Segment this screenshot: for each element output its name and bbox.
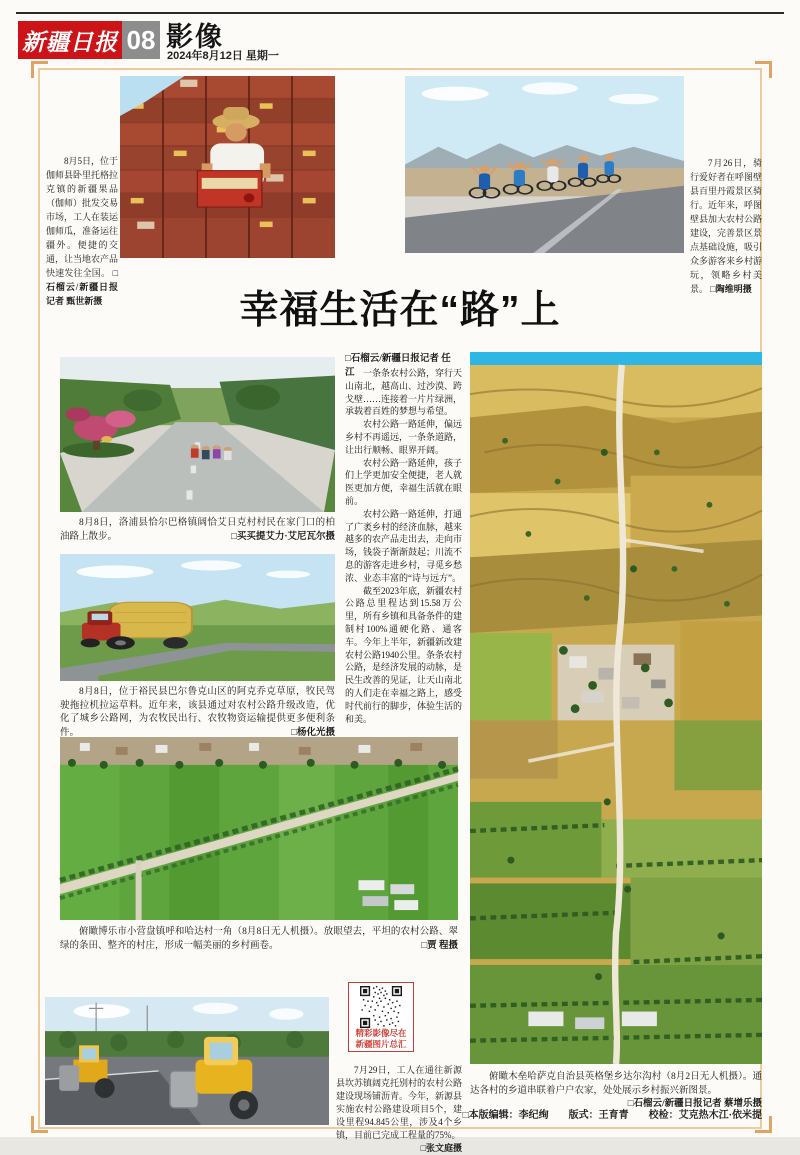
article-paragraph: 农村公路一路延伸，孩子们上学更加安全便捷，老人就医更加方便，幸福生活就在眼前。 bbox=[345, 457, 463, 506]
photo-tractor-hay bbox=[60, 554, 335, 681]
article-paragraph: 农村公路一路延伸，偏远乡村不再遥远，一条条道路，让出行顺畅、眼界开阔。 bbox=[345, 419, 463, 455]
caption-flower-road bbox=[60, 517, 335, 544]
qr-box bbox=[348, 982, 414, 1052]
photo-valley-aerial bbox=[470, 365, 762, 1064]
caption-cyclists bbox=[690, 156, 762, 296]
article-paragraph: 农村公路一路延伸，打通了广袤乡村的经济血脉，越来越多的农产品走出去，走向市场，钱袋子渐渐鼓起；川流不息的游客走进乡村，寻觅乡愁浓、业态丰富的“诗与远方”。 bbox=[345, 508, 463, 583]
caption-green-fields bbox=[60, 926, 458, 953]
article-paragraph: 一条条农村公路，穿行天山南北，越高山、过沙漠、跨戈壁……连接着一片片绿洲，承载着百姓的梦想与希望。 bbox=[345, 368, 463, 417]
caption-text: 8月5日，位于伽师县卧里托格拉克镇的新疆果品（伽师）批发交易市场，工人在装运伽师瓜，准备运往疆外。便捷的交通，让当地农产品快速发往全国。 bbox=[46, 156, 119, 278]
photo-road-roller bbox=[45, 997, 329, 1125]
qr-code bbox=[360, 986, 402, 1028]
caption-text: 8月8日，位于裕民县巴尔鲁克山区的阿克乔克草原，牧民驾驶拖拉机拉运草料。近年来，该县通过对农村公路升级改造，优化了城乡公路网，为农牧民出行、农牧物资运输提供更多便利条件。 bbox=[60, 687, 335, 738]
qr-caption-line1: 精彩影像尽在 bbox=[355, 1028, 407, 1038]
caption-text: 7月26日，骑行爱好者在呼图壁县百里丹霞景区骑行。近年来，呼图壁县加大农村公路建设，完善景区景点基础设施，吸引众多游客来乡村游玩，领略乡村美景。 bbox=[690, 158, 763, 294]
page-headline: 幸福生活在“路”上 bbox=[239, 289, 561, 332]
top-rule bbox=[16, 12, 784, 14]
footer-credits: □本版编辑：李纪绚 版式：王育青 校检：艾克热木江·依米提 bbox=[462, 1110, 762, 1121]
caption-credit: □张文庭摄 bbox=[420, 1143, 462, 1153]
caption-text: 8月8日，洛浦县恰尔巴格镇阔恰艾日克村村民在家门口的柏油路上散步。 bbox=[60, 518, 335, 542]
masthead-title: 新疆日报 bbox=[22, 28, 118, 56]
caption-credit: □杨化光摄 bbox=[291, 727, 335, 738]
caption-credit: □贾 程摄 bbox=[421, 940, 458, 951]
caption-credit: □石榴云/新疆日报记者 蔡增乐摄 bbox=[627, 1099, 762, 1109]
caption-tractor-hay bbox=[60, 686, 335, 740]
section-title: 影像 bbox=[166, 22, 224, 52]
frame-corner-top-right bbox=[755, 61, 772, 78]
frame-corner-top-left bbox=[31, 61, 48, 78]
page-number: 08 bbox=[122, 21, 160, 59]
photo-melon-market bbox=[120, 76, 335, 258]
qr-caption-line2: 新疆图片总汇 bbox=[355, 1038, 407, 1049]
caption-text: 俯瞰木垒哈萨克自治县英格堡乡达尔沟村（8月2日无人机摄）。通达各村的乡道串联着户户农家，处处展示乡村振兴新图景。 bbox=[470, 1072, 762, 1096]
masthead-logo bbox=[18, 21, 122, 59]
photo-green-fields-aerial bbox=[60, 737, 458, 920]
photo-cyclists bbox=[405, 76, 684, 253]
photo-flower-road bbox=[60, 357, 335, 512]
byline: □石榴云/新疆日报记者 任 江 bbox=[345, 354, 451, 378]
caption-text: 7月29日，工人在通往新源县坎苏镇阔克托别村的农村公路建设现场铺沥青。今年，新源县实施农村公路建设项目5个，建设里程94.845公里，涉及4个乡镇，目前已完成工程量的75%。 bbox=[336, 1065, 463, 1140]
caption-credit: □买买提艾力·艾尼瓦尔摄 bbox=[231, 531, 335, 542]
caption-text: 俯瞰博乐市小营盘镇呼和哈达村一角（8月8日无人机摄）。放眼望去，平坦的农村公路、翠绿的条田、整齐的村庄，形成一幅美丽的乡村画卷。 bbox=[60, 927, 458, 951]
article-paragraph: 截至2023年底，新疆农村公路总里程达到15.58万公里，所有乡镇和具备条件的建制村100%通硬化路、通客车。今年上半年，新疆新改建农村公路1940公里。条条农村公路，是经济发展的动脉，是民生改善的见证，让天山南北的人们走在幸福之路上，感受时代前行的脚步，体验生活的和美。 bbox=[345, 585, 463, 724]
cyan-accent-bar bbox=[470, 352, 762, 365]
caption-credit: □石榴云/新疆日报记者 甄世新摄 bbox=[46, 268, 118, 306]
article-body bbox=[345, 367, 462, 725]
caption-credit: □陶维明摄 bbox=[710, 284, 752, 294]
date-line: 2024年8月12日 星期一 bbox=[167, 50, 279, 62]
